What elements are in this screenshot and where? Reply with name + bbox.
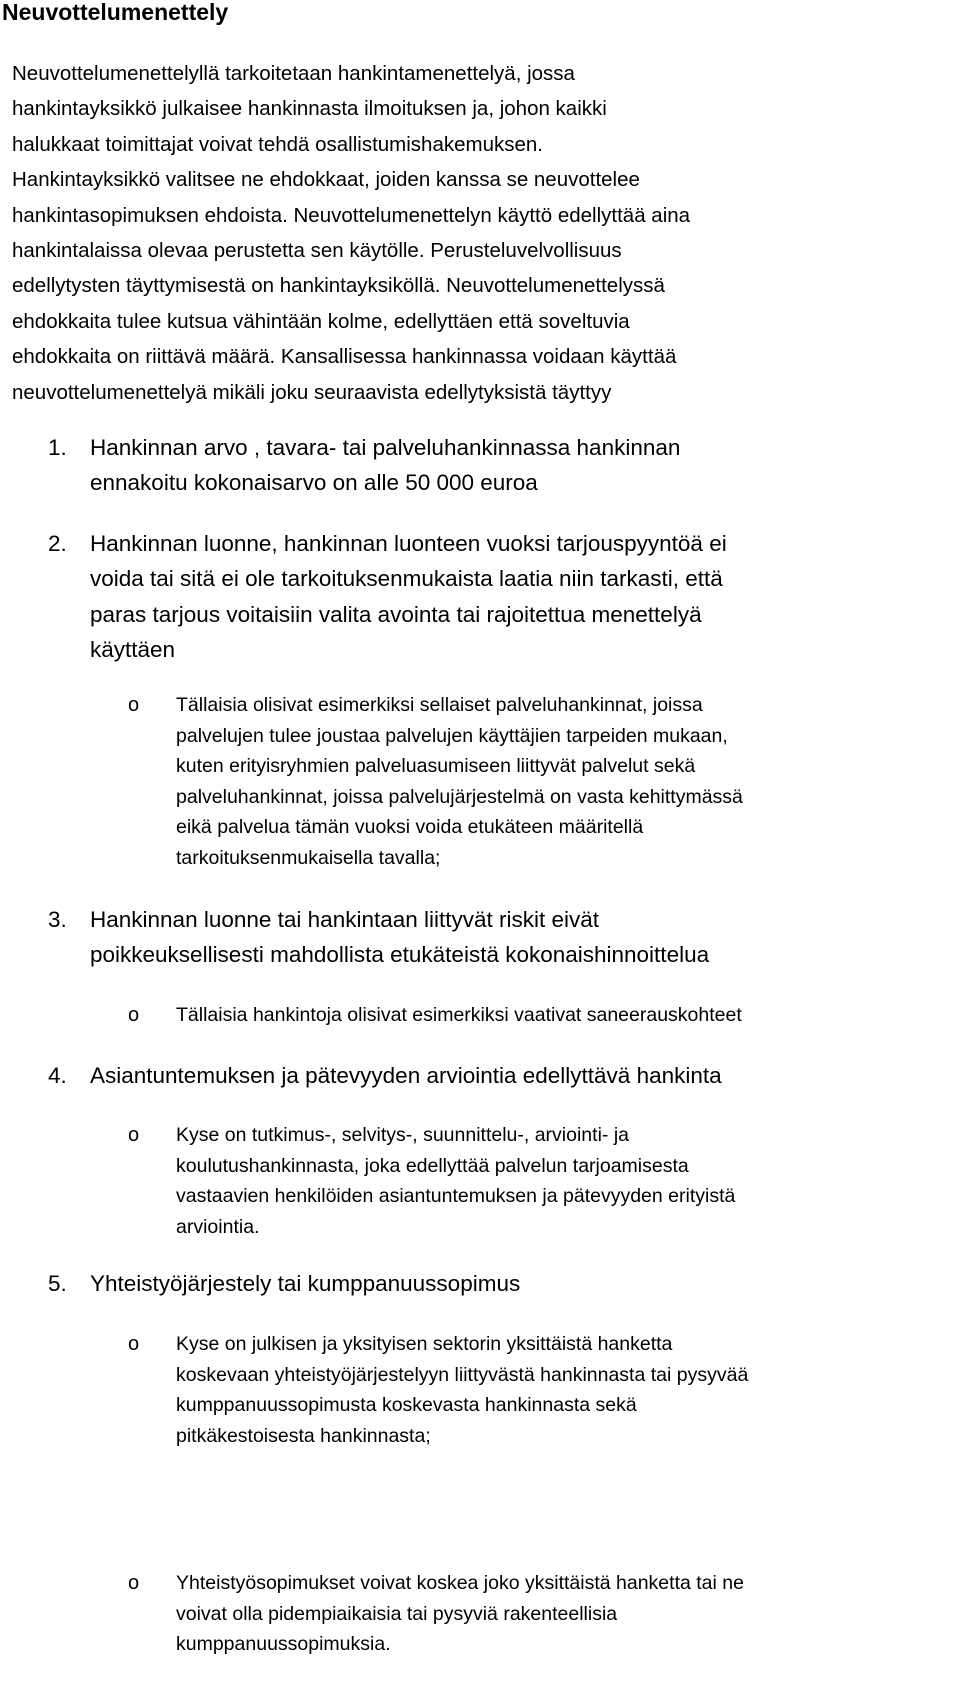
sub-list-item-text: Tällaisia hankintoja olisivat esimerkiksi vaativat saneerauskohteet [176,1004,742,1026]
list-item-text: Hankinnan arvo , tavara- tai palveluhankinnassa hankinnan ennakoitu kokonaisarvo on alle 50 000 euroa [90,435,681,496]
bullet-marker: o [128,1572,140,1594]
list-item-text: Hankinnan luonne, hankinnan luonteen vuoksi tarjouspyyntöä ei voida tai sitä ei ole tarkoituksenmukaista laatia niin tarkasti, että paras tarjous voitaisiin valita avointa tai rajoitettua menettelyä käyttäen [90,531,727,662]
sub-list-item-text: Tällaisia olisivat esimerkiksi sellaiset palveluhankinnat, joissa palvelujen tulee joustaa palvelujen käyttäjien tarpeiden mukaan, kuten erityisryhmien palveluasumiseen liittyvät palvelut sekä palveluhankinnat, joissa palvelujärjestelmä on vasta kehittymässä eikä palvelua tämän vuoksi voida etukäteen määritellä tarkoituksenmukaisella tavalla; [176,694,743,869]
list-item-text: Hankinnan luonne tai hankintaan liittyvät riskit eivät poikkeuksellisesti mahdollista etukäteistä kokonaishinnoittelua [90,907,710,968]
list-number: 4. [48,1063,67,1088]
list-number: 3. [48,907,67,932]
list-number: 5. [48,1271,67,1296]
sub-list-item-text: Yhteistyösopimukset voivat koskea joko yksittäistä hanketta tai ne voivat olla pidempiaikaisia tai pysyviä rakenteellisia kumppanuussopimuksia. [176,1572,744,1656]
sub-list-item-text: Kyse on julkisen ja yksityisen sektorin yksittäistä hanketta koskevaan yhteistyöjärjestelyyn liittyvästä hankinnasta tai pysyvää kumppanuussopimusta koskevasta hankinnasta sekä pitkäkestoisesta hankinnasta; [176,1333,749,1447]
document-title: Neuvottelumenettely [2,0,229,25]
sub-list-item-text: Kyse on tutkimus-, selvitys-, suunnittelu-, arviointi- ja koulutushankinnasta, joka edellyttää palvelun tarjoamisesta vastaavien henkilöiden asiantuntemuksen ja pätevyyden erityistä arviointia. [176,1124,736,1238]
list-number: 2. [48,531,67,556]
intro-paragraph: Neuvottelumenettelyllä tarkoitetaan hankintamenettelyä, jossa hankintayksikkö julkaisee hankinnasta ilmoituksen ja, johon kaikki halukkaat toimittajat voivat tehdä osallistumishakemuksen. Hankintayksikkö valitsee ne ehdokkaat, joiden kanssa se neuvottelee hankintasopimuksen ehdoista. Neuvottelumenettelyn käyttö edellyttää aina hankintalaissa olevaa perustetta sen käytölle. Perusteluvelvollisuus edellytysten täyttymisestä on hankintayksiköllä. Neuvottelumenettelyssä ehdokkaita tulee kutsua vähintään kolme, edellyttäen että soveltuvia ehdokkaita on riittävä määrä. Kansallisessa hankinnassa voidaan käyttää neuvottelumenettelyä mikäli joku seuraavista edellytyksistä täyttyy [12,62,691,404]
list-number: 1. [48,435,67,460]
bullet-marker: o [128,1124,140,1146]
list-item-text: Asiantuntemuksen ja pätevyyden arviointia edellyttävä hankinta [90,1063,722,1088]
bullet-marker: o [128,1004,140,1026]
bullet-marker: o [128,694,140,716]
bullet-marker: o [128,1333,140,1355]
list-item-text: Yhteistyöjärjestely tai kumppanuussopimus [90,1271,521,1296]
